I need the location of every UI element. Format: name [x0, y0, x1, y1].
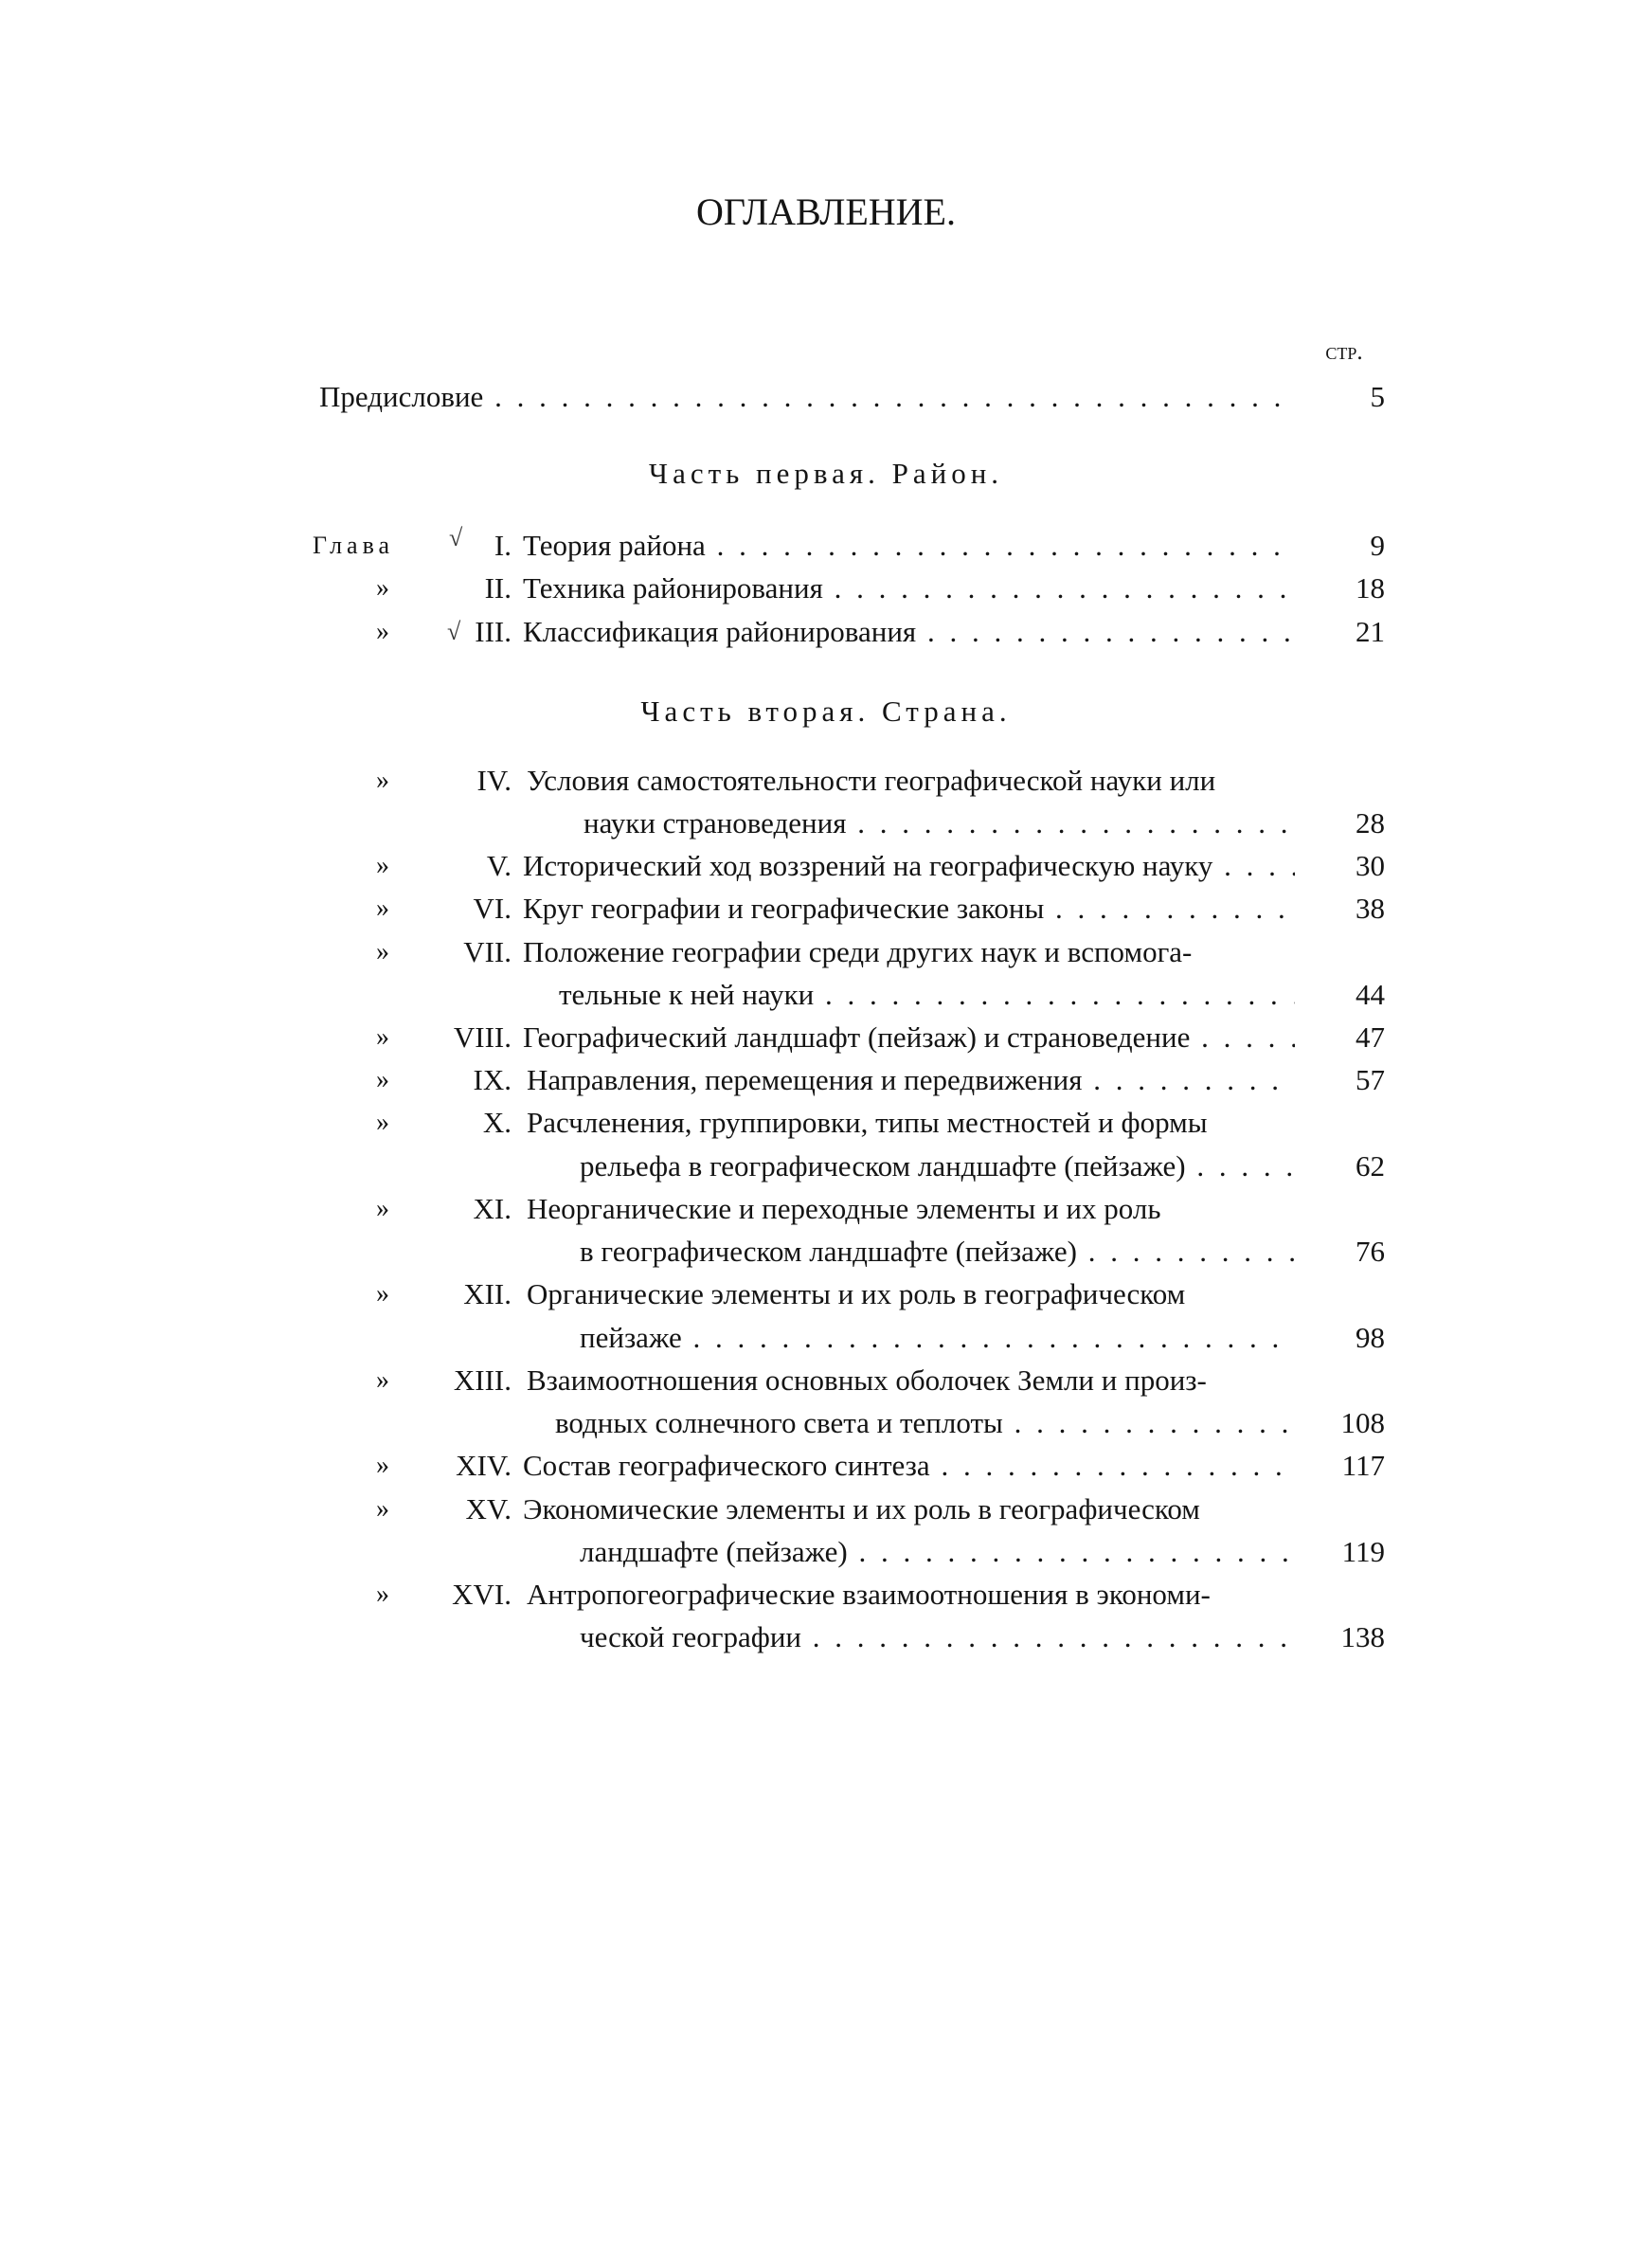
chapter-number: X.: [482, 1106, 512, 1139]
chapter-number: XIV.: [456, 1449, 512, 1482]
chapter-number: XVI.: [452, 1578, 512, 1611]
toc-entry-page: 5: [1370, 380, 1385, 413]
ditto-mark: »: [376, 937, 389, 966]
chapter-title: Неорганические и переходные элементы и их роль: [527, 1192, 1161, 1225]
check-mark: √: [449, 524, 463, 551]
chapter-title: Классификация районирования . . .: [523, 610, 1295, 654]
toc-entry: [0, 1101, 1652, 1145]
toc-entry-page: 28: [1356, 806, 1385, 840]
chapter-number: IV.: [476, 764, 512, 797]
toc-entry-page: 57: [1356, 1063, 1385, 1096]
toc-entry-page: 119: [1341, 1535, 1385, 1568]
chapter-number: III.: [475, 615, 512, 648]
part-heading-1: Часть первая. Район.: [648, 457, 1004, 490]
toc-entry-page: 98: [1356, 1321, 1385, 1354]
chapter-title: Взаимоотношения основных оболочек Земли и произ-: [527, 1363, 1207, 1397]
chapter-number: XIII.: [453, 1363, 512, 1397]
chapter-title: Органические элементы и их роль в географическом: [527, 1277, 1186, 1310]
chapter-title: Экономические элементы и их роль в географическом: [523, 1492, 1200, 1526]
toc-entry-page: 18: [1356, 571, 1385, 605]
ditto-mark: »: [376, 1279, 389, 1309]
toc-entry-page: 108: [1340, 1406, 1385, 1439]
toc-entry-continuation: [0, 1530, 1652, 1574]
chapter-title-continuation: рельефа в географическом ландшафте (пейзаже) . . .: [580, 1145, 1295, 1188]
page-title: ОГЛАВЛЕНИЕ.: [696, 190, 956, 233]
chapter-title-continuation: пейзаже . . .: [580, 1316, 1295, 1360]
part-heading-2: Часть вторая. Страна.: [640, 695, 1012, 728]
ditto-mark: »: [376, 1494, 389, 1524]
chapter-number: I.: [494, 529, 512, 562]
toc-entry: [0, 1016, 1652, 1059]
ditto-mark: »: [376, 1022, 389, 1052]
chapter-number: II.: [484, 571, 512, 605]
chapter-number: IX.: [473, 1063, 512, 1096]
chapter-title-continuation: тельные к ней науки . . .: [559, 973, 1295, 1017]
toc-entry-continuation: [0, 1230, 1652, 1273]
chapter-number: XII.: [463, 1277, 512, 1310]
ditto-mark: »: [376, 1065, 389, 1094]
toc-entry-page: 47: [1356, 1020, 1385, 1054]
glava-label: Глава: [313, 532, 395, 559]
toc-entry-page: 44: [1356, 978, 1385, 1011]
chapter-title-continuation: ческой географии . . .: [580, 1616, 1295, 1659]
chapter-title: Расчленения, группировки, типы местностей и формы: [527, 1106, 1208, 1139]
toc-entry-continuation: [0, 973, 1652, 1017]
toc-entry-continuation: [0, 1316, 1652, 1360]
ditto-mark: »: [376, 1451, 389, 1480]
chapter-title: Условия самостоятельности географической науки или: [527, 764, 1216, 797]
chapter-title: Состав географического синтеза . . .: [523, 1444, 1295, 1488]
chapter-title: Положение географии среди других наук и вспомога-: [523, 935, 1193, 968]
ditto-mark: »: [376, 617, 389, 646]
toc-entry-page: 76: [1356, 1235, 1385, 1268]
toc-entry: [0, 1573, 1652, 1616]
toc-entry-title: Предисловие . . .: [319, 375, 1295, 419]
toc-entry-preface: [0, 375, 1652, 419]
ditto-mark: »: [376, 894, 389, 923]
toc-entry-continuation: [0, 1616, 1652, 1659]
toc-entry-continuation: [0, 1145, 1652, 1188]
toc-entry-continuation: [0, 1401, 1652, 1445]
chapter-title-continuation: ландшафте (пейзаже) . . .: [580, 1530, 1295, 1574]
toc-entry: [0, 844, 1652, 888]
chapter-number: XI.: [473, 1192, 512, 1225]
toc-entry-page: 21: [1356, 615, 1385, 648]
toc-entry-page: 38: [1356, 892, 1385, 925]
toc-entry: [0, 1444, 1652, 1488]
toc-entry-page: 62: [1356, 1149, 1385, 1183]
toc-entry: [0, 1273, 1652, 1316]
toc-entry-page: 138: [1340, 1620, 1385, 1653]
chapter-title: Географический ландшафт (пейзаж) и страноведение . . .: [523, 1016, 1295, 1059]
toc-entry: [0, 524, 1652, 568]
chapter-title: Теория района . . .: [523, 524, 1295, 568]
chapter-number: VIII.: [453, 1020, 512, 1054]
chapter-title: Техника районирования . . .: [523, 567, 1295, 610]
ditto-mark: »: [376, 851, 389, 880]
toc-entry: [0, 1058, 1652, 1102]
chapter-title: Исторический ход воззрений на географическую науку . . .: [523, 844, 1295, 888]
toc-entry: [0, 1359, 1652, 1402]
page-column-label: стр.: [1325, 339, 1363, 365]
chapter-title-continuation: науки страноведения . . .: [584, 802, 1295, 845]
toc-entry: [0, 1187, 1652, 1231]
toc-entry-page: 117: [1341, 1449, 1385, 1482]
ditto-mark: »: [376, 766, 389, 795]
toc-entry-page: 9: [1370, 529, 1385, 562]
toc-entry: [0, 567, 1652, 610]
chapter-number: XV.: [465, 1492, 512, 1526]
toc-entry: [0, 887, 1652, 930]
chapter-title: Направления, перемещения и передвижения . . .: [527, 1058, 1295, 1102]
check-mark: √: [447, 618, 461, 645]
chapter-number: VI.: [473, 892, 512, 925]
toc-entry: [0, 1488, 1652, 1531]
chapter-number: V.: [486, 849, 512, 882]
ditto-mark: »: [376, 573, 389, 603]
chapter-title-continuation: водных солнечного света и теплоты . . .: [555, 1401, 1295, 1445]
chapter-title: Круг географии и географические законы . . .: [523, 887, 1295, 930]
ditto-mark: »: [376, 1580, 389, 1609]
toc-entry: [0, 930, 1652, 974]
toc-entry-continuation: [0, 802, 1652, 845]
chapter-title-continuation: в географическом ландшафте (пейзаже) . . .: [580, 1230, 1295, 1273]
toc-entry: [0, 610, 1652, 654]
toc-entry-page: 30: [1356, 849, 1385, 882]
ditto-mark: »: [376, 1194, 389, 1223]
ditto-mark: »: [376, 1108, 389, 1137]
ditto-mark: »: [376, 1365, 389, 1395]
toc-entry: [0, 759, 1652, 803]
chapter-title: Антропогеографические взаимоотношения в экономи-: [527, 1578, 1211, 1611]
chapter-number: VII.: [463, 935, 512, 968]
